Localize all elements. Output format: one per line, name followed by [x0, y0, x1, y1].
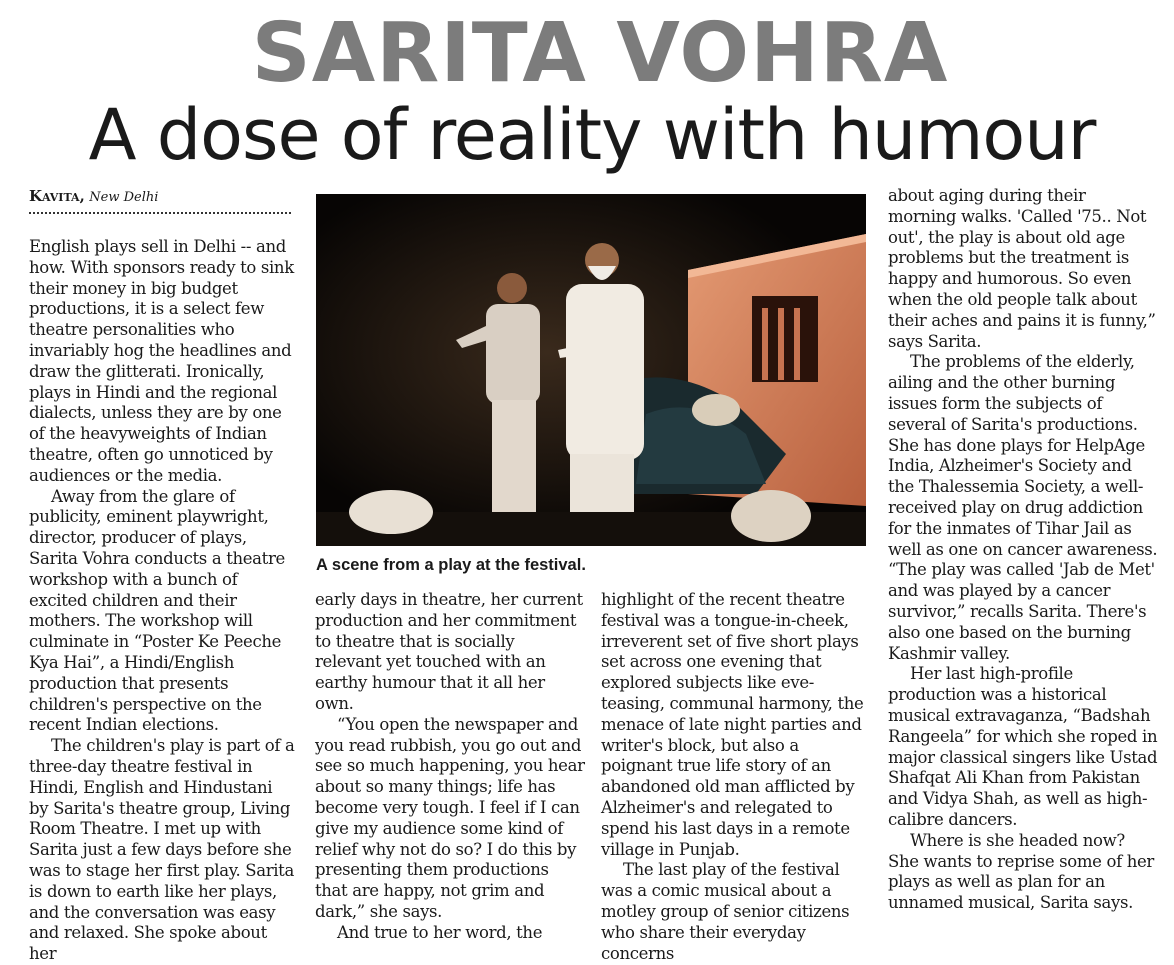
article-column-1 [29, 237, 295, 965]
article-column-3 [601, 590, 871, 964]
article-column-2 [315, 590, 585, 944]
paragraph: Her last high-profile production was a historical musical extravaganza, “Badshah Rangeela” for which she roped in major classical singers like Ustad Shafqat Ali Khan from Pakistan and Vidya Shah, as well as high-calibre dancers. [888, 664, 1158, 829]
headline: SARITA VOHRA [251, 6, 949, 101]
paragraph: Where is she headed now? She wants to reprise some of her plays as well as plan for an unnamed musical, Sarita says. [888, 830, 1154, 913]
paragraph: early days in theatre, her current production and her commitment to theatre that is socially relevant yet touched with an earthy humour that it all her own. [315, 590, 583, 713]
paragraph: Away from the glare of publicity, eminent playwright, director, producer of plays, Sarita Vohra conducts a theatre workshop with a bunch of excited children and their mothers. The workshop will culminate in “Poster Ke Peeche Kya Hai”, a Hindi/English production that presents children's perspective on the recent Indian elections. [29, 486, 285, 735]
subheadline: A dose of reality with humour [88, 94, 1096, 176]
stage-photo [316, 194, 866, 546]
paragraph: The problems of the elderly, ailing and the other burning issues form the subjects of several of Sarita's productions. She has done plays for HelpAge India, Alzheimer's Society and the Thalessemia Society, a well-received play on drug addiction for the inmates of Tihar Jail as well as one on cancer awareness. “The play was called 'Jab de Met' and was played by a cancer survivor,” recalls Sarita. There's also one based on the burning Kashmir valley. [888, 352, 1158, 663]
byline-author: Kavita, [29, 187, 85, 205]
paragraph: highlight of the recent theatre festival was a tongue-in-cheek, irreverent set of five short plays set across one evening that explored subjects like eve-teasing, communal harmony, the menace of late night parties and writer's block, but also a poignant true life story of an abandoned old man afflicted by Alzheimer's and relegated to spend his last days in a remote village in Punjab. [601, 590, 864, 859]
paragraph: The last play of the festival was a comic musical about a motley group of senior citizens who share their everyday concerns [601, 860, 850, 963]
article-column-4 [888, 186, 1158, 914]
paragraph: English plays sell in Delhi -- and how. With sponsors ready to sink their money in big budget productions, it is a select few theatre personalities who invariably hog the headlines and draw the glitterati. Ironically, plays in Hindi and the regional dialects, unless they are by one of the heavyweights of Indian theatre, often go unnoticed by audiences or the media. [29, 237, 294, 485]
paragraph: “You open the newspaper and you read rubbish, you go out and see so much happening, you hear about so many things; life has become very tough. I feel if I can give my audience some kind of relief why not do so? I do this by presenting them productions that are happy, not grim and dark,” she says. [315, 714, 585, 921]
paragraph: And true to her word, the [337, 922, 543, 942]
photo-caption: A scene from a play at the festival. [316, 556, 586, 574]
paragraph: about aging during their morning walks. 'Called '75.. Not out', the play is about old age problems but the treatment is happy and humorous. So even when the old people talk about their aches and pains it is funny,” says Sarita. [888, 186, 1156, 351]
byline-place: New Delhi [89, 190, 159, 205]
paragraph: The children's play is part of a three-day theatre festival in Hindi, English and Hindustani by Sarita's theatre group, Living Room Theatre. I met up with Sarita just a few days before she was to stage her first play. Sarita is down to earth like her plays, and the conversation was easy and relaxed. She spoke about her [29, 736, 295, 964]
byline-divider [29, 212, 291, 214]
byline [29, 187, 291, 205]
